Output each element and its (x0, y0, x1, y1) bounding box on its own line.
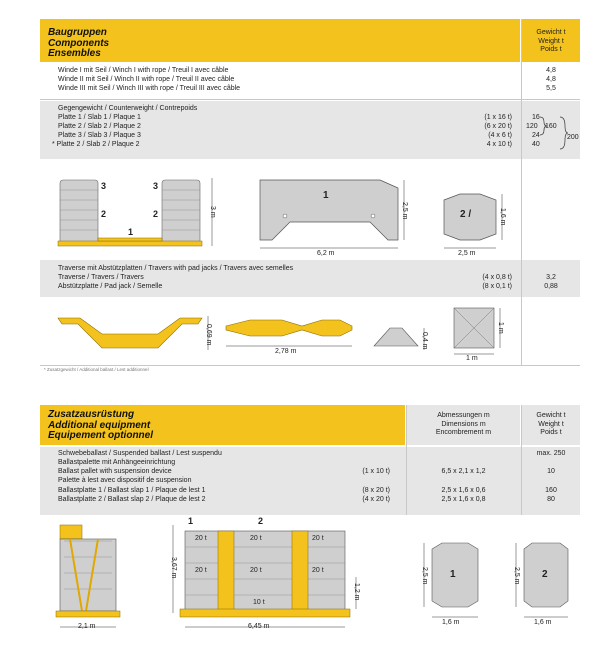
travers-weight: 3,2 (546, 274, 556, 281)
additional-header (40, 405, 405, 445)
ballast-slab-1-label: Ballastplatte 1 / Ballast slap 1 / Plaque de lest 1 (58, 487, 206, 494)
brace-icons (538, 114, 572, 150)
components-header (40, 19, 520, 62)
padjack-label: Abstützplatte / Pad jack / Semelle (58, 283, 163, 290)
weight-header-fr: Poids t (540, 46, 562, 53)
block-weight-c: 20 t (312, 535, 324, 542)
travers-height: 0,69 m (205, 324, 212, 346)
front-width: 6,45 m (248, 623, 270, 630)
additional-title (48, 410, 153, 442)
winch-1-label: Winde I mit Seil / Winch I with rope / Treuil I avec câble (58, 67, 229, 74)
slab-1-height: 2,5 m (401, 202, 408, 220)
dim-header-en: Dimensions m (441, 420, 486, 428)
slab-2-qty: (6 x 20 t) (484, 123, 512, 130)
stack-label-2b: 2 (153, 209, 159, 219)
front-label-2: 2 (258, 516, 264, 526)
slab-2-width: 2,5 m (458, 250, 476, 257)
pallet-label-en: Ballast pallet with suspension device (58, 468, 172, 475)
block-weight-a: 20 t (195, 535, 207, 542)
additional-drawing (40, 517, 580, 635)
add-title-de: Zusatzausrüstung (48, 409, 135, 420)
side-width: 2,1 m (78, 623, 96, 630)
add-weight-en: Weight t (538, 420, 564, 428)
add-weight-header (522, 405, 580, 445)
slab-extra-label: * Platte 2 / Slab 2 / Plaque 2 (52, 141, 140, 148)
ballast-slab-2-dim: 2,5 x 1,6 x 0,8 (441, 496, 486, 503)
slab-3-weight: 24 (532, 132, 540, 139)
slab-1-width: 6,2 m (317, 250, 335, 257)
travers-width: 2,78 m (275, 348, 297, 355)
ballast-slab-2-weight: 80 (547, 496, 555, 503)
padjack-qty: (8 x 0,1 t) (482, 283, 512, 290)
ballast-2-id: 2 (542, 569, 548, 580)
slab-1-label: Platte 1 / Slab 1 / Plaque 1 (58, 114, 141, 121)
slab-2-weight: 120 (526, 123, 538, 130)
block-weight-d: 20 t (195, 567, 207, 574)
stack-label-3b: 3 (153, 181, 159, 191)
counterweight-figure (40, 160, 580, 258)
front-height: 3,67 m (170, 557, 177, 579)
dim-header-de: Abmessungen m (437, 412, 490, 419)
suspended-ballast-label: Schwebeballast / Suspended ballast / Lest suspendu (58, 450, 222, 457)
slab-1-id: 1 (323, 190, 329, 201)
weight-header-de: Gewicht t (536, 29, 566, 36)
ballast-2-width: 1,6 m (534, 619, 552, 626)
winch-2-weight: 4,8 (546, 76, 556, 83)
title-de: Baugruppen (48, 27, 107, 38)
ballast-slab-1-dim: 2,5 x 1,6 x 0,6 (441, 487, 486, 494)
components-weight-header (522, 19, 580, 62)
winches-block (40, 64, 580, 98)
ballast-2-height: 2,5 m (513, 567, 520, 585)
add-title-en: Additional equipment (48, 419, 151, 431)
slab-total: 200 (567, 134, 579, 141)
winch-3-weight: 5,5 (546, 85, 556, 92)
stack-label-1: 1 (128, 227, 134, 237)
ballast-1-width: 1,6 m (442, 619, 460, 626)
travers-title: Traverse mit Abstützplatten / Travers with pad jacks / Travers avec semelles (58, 265, 294, 272)
slab-2-label: Platte 2 / Slab 2 / Plaque 2 (58, 123, 141, 130)
suspended-ballast-weight: max. 250 (536, 450, 566, 457)
block-weight-f: 20 t (312, 567, 324, 574)
counterweight-block (40, 101, 580, 159)
slab-subtotal: 160 (545, 123, 557, 130)
add-weight-de: Gewicht t (536, 412, 566, 419)
winch-3-label: Winde III mit Seil / Winch III with rope / Treuil III avec câble (58, 85, 241, 92)
travers-qty: (4 x 0,8 t) (482, 274, 512, 281)
winch-1-weight: 4,8 (546, 67, 556, 74)
pallet-label-fr: Palette à lest avec dispositif de suspension (58, 477, 192, 484)
travers-label: Traverse / Travers / Travers (58, 274, 144, 281)
add-weight-fr: Poids t (540, 429, 562, 436)
ballast-slab-1-qty: (8 x 20 t) (362, 487, 390, 494)
stack-height: 3 m (209, 206, 216, 218)
slab-2-height: 1,6 m (499, 208, 506, 226)
travers-figure (40, 298, 580, 364)
block-weight-e: 20 t (250, 567, 262, 574)
pad-height: 1 m (497, 322, 504, 334)
stack-label-3: 3 (101, 181, 107, 191)
title-en: Components (48, 37, 110, 49)
title-fr: Ensembles (48, 48, 101, 59)
slab-extra-weight: 40 (532, 141, 540, 148)
padjack-height: 0,4 m (421, 332, 428, 350)
slab-extra-qty: 4 x 10 t) (486, 141, 512, 148)
slab-3-label: Platte 3 / Slab 3 / Plaque 3 (58, 132, 141, 139)
ballast-slab-1-weight: 160 (545, 487, 557, 494)
ballast-slab-2-qty: (4 x 20 t) (362, 496, 390, 503)
ballast-1-id: 1 (450, 569, 456, 580)
pallet-label-de: Ballastpalette mit Anhängeeinrichtung (58, 459, 176, 466)
front-label-1: 1 (188, 516, 194, 526)
components-title (48, 28, 109, 60)
winch-2-label: Winde II mit Seil / Winch II with rope / Treuil II avec câble (58, 76, 235, 83)
footnote: * Zusatzgewicht / Additional ballast / Lest additionnel (44, 367, 149, 372)
slab-1-weight: 16 (532, 114, 540, 121)
ballast-slab-2-label: Ballastplatte 2 / Ballast slap 2 / Plaque de lest 2 (58, 496, 206, 503)
pallet-weight: 10 (547, 468, 555, 475)
dim-header-fr: Encombrement m (435, 429, 492, 436)
base-weight: 10 t (253, 599, 265, 606)
pallet-dim: 6,5 x 2,1 x 1,2 (441, 468, 486, 475)
ballast-1-height: 2,5 m (421, 567, 428, 585)
add-title-fr: Equipement optionnel (48, 430, 153, 441)
slab-3-qty: (4 x 6 t) (488, 132, 512, 139)
counterweight-title: Gegengewicht / Counterweight / Contrepoids (58, 105, 198, 112)
stack-label-2: 2 (101, 209, 107, 219)
block-weight-b: 20 t (250, 535, 262, 542)
dimension-header (407, 405, 520, 445)
slab-2-id: 2 / (460, 209, 472, 220)
travers-block (40, 260, 580, 297)
padjack-weight: 0,88 (544, 283, 558, 290)
weight-header-en: Weight t (538, 37, 564, 45)
pallet-qty: (1 x 10 t) (362, 468, 390, 475)
slab-1-qty: (1 x 16 t) (484, 114, 512, 121)
additional-table (40, 447, 580, 515)
pad-width: 1 m (466, 355, 478, 362)
additional-figure (40, 517, 580, 635)
front-height-2: 1,2 m (353, 583, 360, 601)
